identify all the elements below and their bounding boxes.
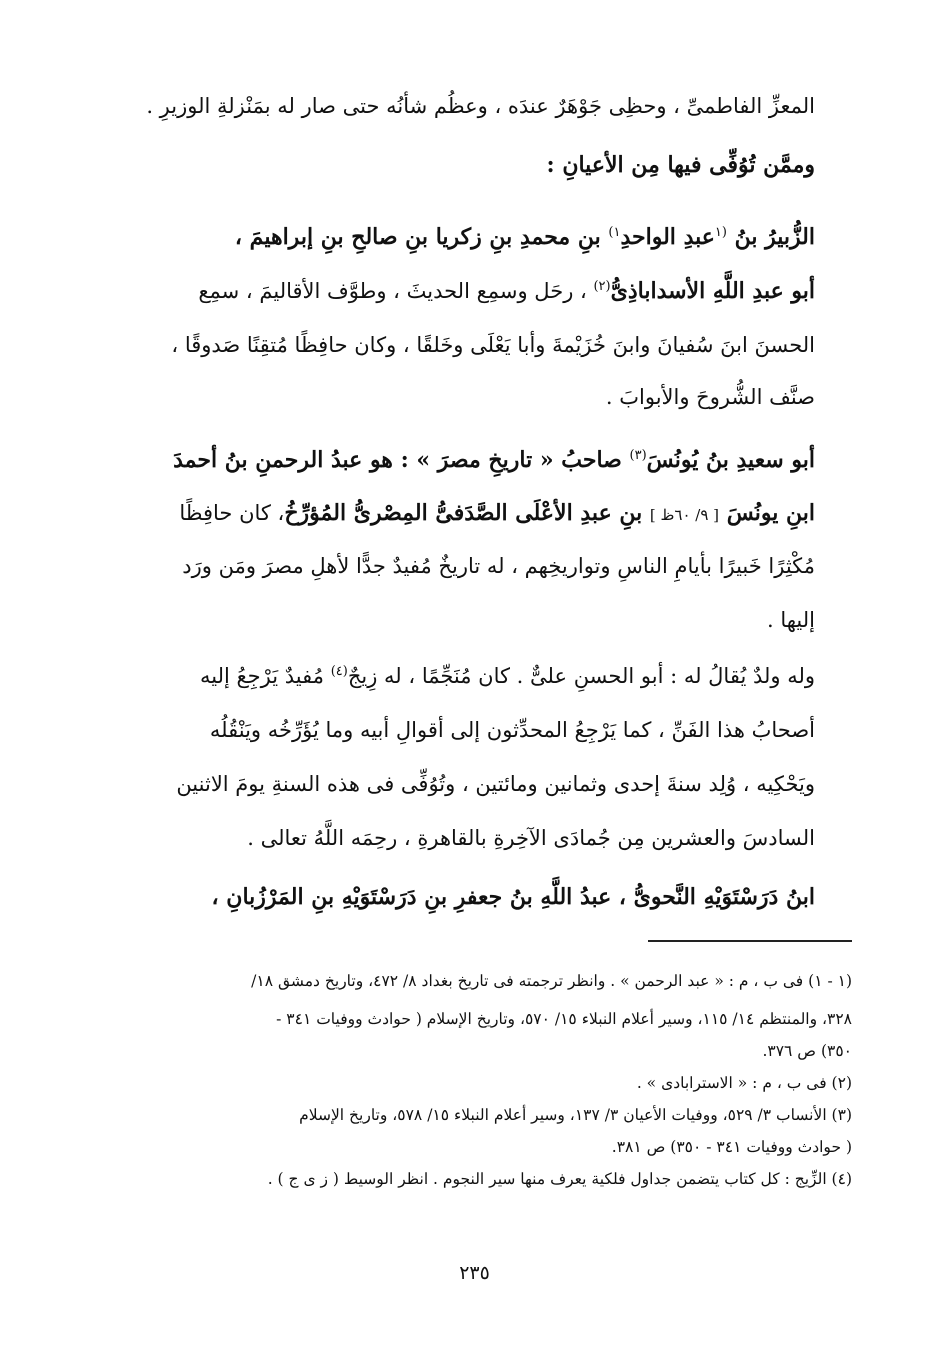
text-line-10: إليها . bbox=[767, 608, 815, 632]
footnote-marker: (٤) bbox=[330, 664, 348, 679]
footnote-line: (٣) الأنساب ٣/ ٥٢٩، ووفيات الأعيان ٣/ ١٣٧، وسير أعلام النبلاء ١٥/ ٥٧٨، وتاريخ الإسلام bbox=[299, 1106, 852, 1124]
footnote-line: (٤) الزِّيج : كل كتاب يتضمن جداول فلكية يعرف منها سير النجوم . انظر الوسيط ( ز ى ج ) . bbox=[267, 1170, 852, 1188]
footnote-marker: (٢) bbox=[593, 279, 611, 294]
entry-name-part: صاحبُ « تاريخِ مصرَ » : هو عبدُ الرحمنِ بنُ أحمدَ bbox=[173, 447, 630, 473]
footnote-separator bbox=[648, 940, 852, 942]
entry-text-part: ، رحَل وسمِع الحديثَ ، وطوَّف الأقاليمَ ، سمِع bbox=[198, 279, 594, 303]
entry-text-part: ، كان حافِظًا bbox=[179, 501, 285, 525]
entry-name-part: الزُّبيرُ بنُ bbox=[726, 224, 815, 250]
text-line-5: الحسنَ ابنَ سُفيانَ وابنَ خُزَيْمةَ وأبا يَعْلَى وخَلقًا ، وكان حافِظًا مُتقِنًا صَدوقًا ، bbox=[171, 333, 815, 357]
entry-zubayr-line-1 bbox=[147, 224, 815, 250]
entry-name-part: أبو سعيدِ بنُ يُونُسَ bbox=[646, 447, 815, 473]
footnote-line: ( حوادث ووفيات ٣٤١ - ٣٥٠) ص ٣٨١. bbox=[611, 1138, 852, 1156]
text-line-12: أصحابُ هذا الفَنِّ ، كما يَرْجِعُ المحدِّثون إلى أقوالِ أبيه وما يُؤَرِّخُه ويَنْقُلُه bbox=[209, 718, 815, 742]
entry-name-part: بنِ محمدِ بنِ زكريا بنِ صالحِ بنِ إبراهيمَ ، bbox=[234, 224, 609, 250]
text-line-1: المعزِّ الفاطمىِّ ، وحظِى جَوْهَرٌ عندَه ، وعظُم شأنُه حتى صار له بمَنْزلةِ الوزيرِ . bbox=[146, 94, 815, 118]
text-line-6: صنَّف الشُّروحَ والأبوابَ . bbox=[605, 385, 815, 409]
entry-name-part: عبدِ الواحدِ bbox=[620, 224, 715, 250]
entry-ibn-durustawayh: ابنُ دَرَسْتَوَيْهِ النَّحوىُّ ، عبدُ اللَّهِ بنُ جعفرِ بنِ دَرَسْتَوَيْهِ بنِ المَرْزُبانِ ، bbox=[211, 884, 815, 910]
entry-text-part: وله ولدٌ يُقالُ له : أبو الحسنِ علىٌّ . كان مُنَجِّمًا ، له زِيجٌ bbox=[347, 664, 815, 688]
text-line-14: السادسَ والعشرين مِن جُمادَى الآخِرةِ بالقاهرةِ ، رحِمَه اللَّهُ تعالى . bbox=[247, 826, 815, 850]
entry-zubayr-line-2 bbox=[147, 278, 815, 304]
entry-ibn-yunus-line-1 bbox=[147, 447, 815, 473]
entry-name-part: ابنِ يونُسَ bbox=[719, 500, 815, 526]
entry-name-part: أبو عبدِ اللَّهِ الأسداباذِىُّ bbox=[610, 278, 815, 304]
section-heading: وممَّن تُوُفِّى فيها مِن الأعيانِ : bbox=[546, 152, 815, 178]
text-line-9: مُكْثِرًا خَبيرًا بأيامِ الناسِ وتواريخِهم ، له تاريخٌ مُفيدٌ جدًّا لأهلِ مصرَ ومَن ورَد bbox=[182, 554, 815, 578]
footnote-line: ٣٢٨، والمنتظم ١٤/ ١١٥، وسير أعلام النبلاء ١٥/ ٥٧٠، وتاريخ الإسلام ( حوادث ووفيات ٣٤١ - bbox=[276, 1010, 852, 1028]
footnote-marker: (٣) bbox=[629, 448, 647, 463]
entry-name-part: بنِ عبدِ الأعْلَى الصَّدَفىُّ المِصْرىُّ المُؤرِّخُ bbox=[284, 500, 650, 526]
footnote-line: (٢) فى ب ، م : « الاسترابادى » . bbox=[636, 1074, 852, 1092]
text-line-13: ويَحْكِيه ، وُلِد سنةَ إحدى وثمانين ومائتين ، وتُوُفِّى فى هذه السنةِ يومَ الاثنين bbox=[176, 772, 815, 796]
footnote-marker: (١ bbox=[714, 225, 727, 240]
footnote-marker: ١) bbox=[608, 225, 621, 240]
manuscript-folio-ref: [ ٩/ ٦٠ظ ] bbox=[649, 506, 720, 524]
text-line-11 bbox=[147, 664, 815, 688]
footnote-line: ٣٥٠) ص ٣٧٦. bbox=[762, 1042, 852, 1060]
entry-ibn-yunus-line-2 bbox=[147, 500, 815, 526]
page-number: ٢٣٥ bbox=[459, 1262, 490, 1284]
footnote-line: (١ - ١) فى ب ، م : « عبد الرحمن » . وانظر ترجمته فى تاريخ بغداد ٨/ ٤٧٢، وتاريخ دمشق ١٨/ bbox=[251, 972, 852, 990]
entry-text-part: مُفيدٌ يَرْجِعُ إليه bbox=[200, 664, 331, 688]
